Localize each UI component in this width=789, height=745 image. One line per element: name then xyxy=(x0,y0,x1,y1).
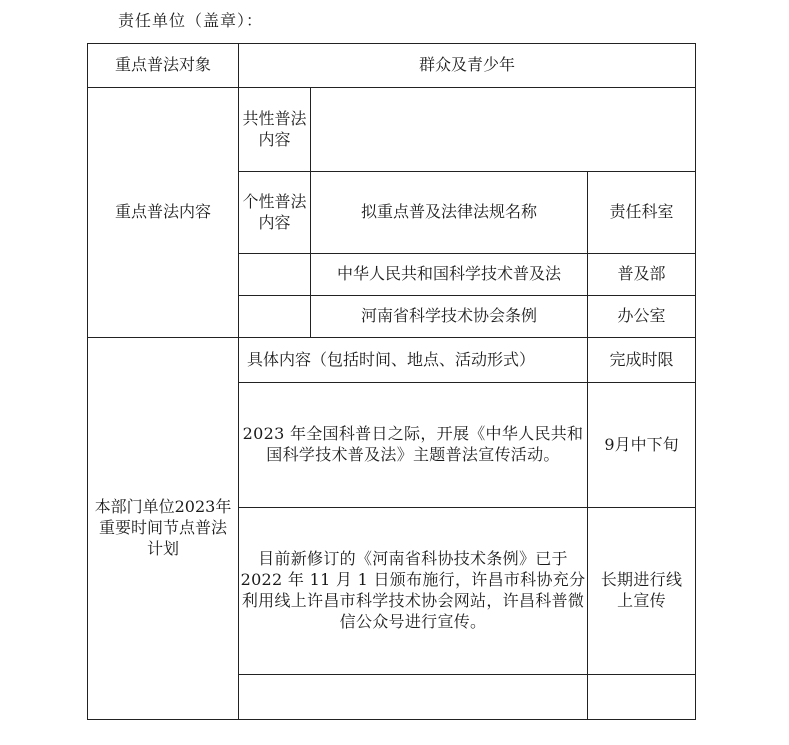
law-dept: 普及部 xyxy=(588,254,696,296)
plan-deadline xyxy=(588,675,696,720)
plan-content: 目前新修订的《河南省科协技术条例》已于 2022 年 11 月 1 日颁布施行，许昌市科协充分利用线上许昌市科学技术协会网站，许昌科普微信公众号进行宣传。 xyxy=(239,508,588,675)
law-name: 河南省科学技术协会条例 xyxy=(311,296,588,338)
common-content-label: 共性普法内容 xyxy=(239,88,311,172)
individual-content-label: 个性普法内容 xyxy=(239,172,311,254)
plan-content-header: 具体内容（包括时间、地点、活动形式） xyxy=(239,338,588,383)
plan-deadline: 长期进行线上宣传 xyxy=(588,508,696,675)
plan-content: 2023 年全国科普日之际，开展《中华人民共和国科学技术普及法》主题普法宣传活动。 xyxy=(239,383,588,508)
dept-header: 责任科室 xyxy=(588,172,696,254)
common-content-row xyxy=(88,88,696,172)
plan-content xyxy=(239,675,588,720)
plan-header-row xyxy=(88,338,696,383)
law-education-plan-table xyxy=(87,43,696,720)
responsible-unit-label: 责任单位（盖章）： xyxy=(118,11,264,30)
common-content-value xyxy=(311,88,696,172)
plan-deadline: 9月中下旬 xyxy=(588,383,696,508)
key-content-label: 重点普法内容 xyxy=(88,88,239,338)
law-name: 中华人民共和国科学技术普及法 xyxy=(311,254,588,296)
plan-section-label: 本部门单位2023年重要时间节点普法计划 xyxy=(88,338,239,720)
law-dept: 办公室 xyxy=(588,296,696,338)
law-row-spacer xyxy=(239,254,311,296)
law-row-spacer xyxy=(239,296,311,338)
target-value: 群众及青少年 xyxy=(239,44,696,88)
plan-deadline-header: 完成时限 xyxy=(588,338,696,383)
target-label: 重点普法对象 xyxy=(88,44,239,88)
target-row xyxy=(88,44,696,88)
law-name-header: 拟重点普及法律法规名称 xyxy=(311,172,588,254)
